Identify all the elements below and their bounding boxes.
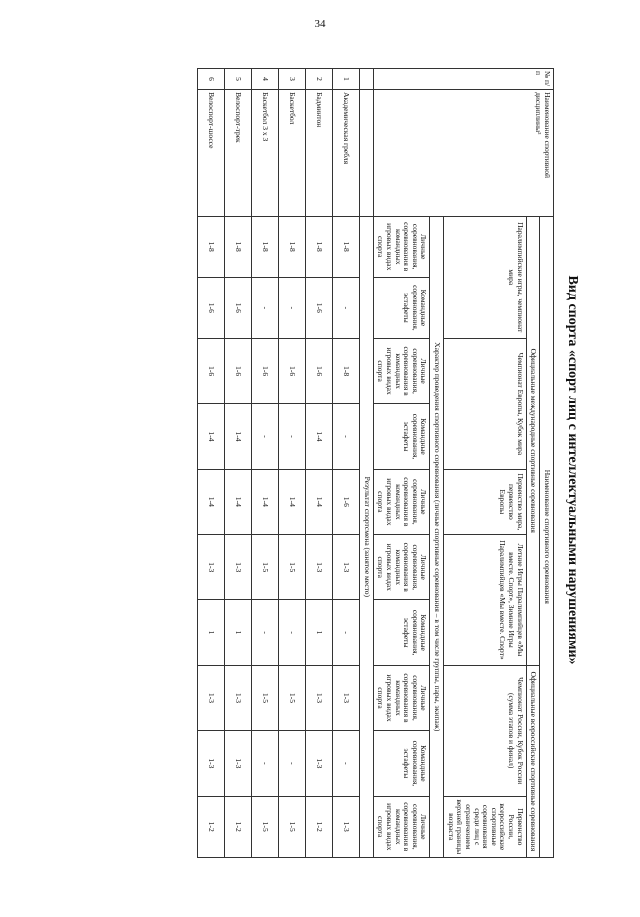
header-team: Командные соревнования, эстафеты — [373, 731, 430, 796]
result-cell: - — [252, 731, 279, 796]
table-row — [333, 69, 360, 858]
result-cell: 1-3 — [306, 535, 333, 600]
result-cell: 1-6 — [198, 338, 225, 403]
result-cell: 1-4 — [306, 404, 333, 469]
row-number: 4 — [252, 69, 279, 90]
result-cell: 1-5 — [279, 665, 306, 730]
result-cell: 1-4 — [198, 469, 225, 534]
row-number: 5 — [225, 69, 252, 90]
header-team: Командные соревнования, эстафеты — [373, 277, 430, 338]
result-cell: 1-3 — [225, 535, 252, 600]
result-cell: - — [279, 277, 306, 338]
page-number: 34 — [314, 18, 326, 30]
result-cell: 1-6 — [225, 338, 252, 403]
result-cell: 1-3 — [333, 535, 360, 600]
result-cell: 1-8 — [333, 338, 360, 403]
result-cell: - — [279, 600, 306, 665]
result-cell: 1-3 — [225, 731, 252, 796]
header-personal: Личные соревнования, соревнования в командных игровых видах спорта — [373, 469, 430, 534]
discipline-name: Велоспорт-шоссе — [198, 90, 225, 217]
result-cell: 1-8 — [333, 216, 360, 277]
row-number: 1 — [333, 69, 360, 90]
result-cell: 1-8 — [252, 216, 279, 277]
result-cell: 1-8 — [198, 216, 225, 277]
table-row — [198, 69, 225, 858]
result-cell: 1-4 — [252, 469, 279, 534]
result-cell: 1-6 — [333, 469, 360, 534]
header-competition-nature: Характер проведения спортивного соревнования (личные спортивные соревнования – в том числе группы, пары, экипаж) — [430, 216, 444, 857]
result-cell: 1 — [225, 600, 252, 665]
result-cell: 1-2 — [225, 796, 252, 857]
table-row — [252, 69, 279, 858]
result-cell: 1-2 — [198, 796, 225, 857]
header-international: Официальные международные спортивные соревнования — [526, 216, 540, 665]
header-competition: Наименование спортивного соревнования — [540, 216, 554, 857]
result-cell: - — [279, 404, 306, 469]
header-team: Командные соревнования, эстафеты — [373, 404, 430, 469]
result-cell: 1-8 — [306, 216, 333, 277]
result-cell: 1-6 — [279, 338, 306, 403]
result-cell: 1-4 — [279, 469, 306, 534]
result-cell: 1-4 — [225, 469, 252, 534]
result-cell: 1-6 — [225, 277, 252, 338]
rotated-page — [80, 60, 580, 880]
result-cell: 1-3 — [333, 796, 360, 857]
result-cell: - — [333, 731, 360, 796]
result-cell: 1-6 — [252, 338, 279, 403]
result-cell: 1-5 — [252, 535, 279, 600]
result-cell: - — [333, 277, 360, 338]
discipline-name: Академическая гребля — [333, 90, 360, 217]
row-number: 6 — [198, 69, 225, 90]
header-personal: Личные соревнования, соревнования в командных игровых видах спорта — [373, 216, 430, 277]
header-team: Командные соревнования, эстафеты — [373, 600, 430, 665]
row-number: 3 — [279, 69, 306, 90]
row-number: 2 — [306, 69, 333, 90]
header-world-youth-championship: Первенство мира, первенство Европы — [444, 469, 527, 534]
result-cell: 1 — [306, 600, 333, 665]
result-cell: 1-4 — [225, 404, 252, 469]
header-personal: Личные соревнования, соревнования в командных игровых видах спорта — [373, 338, 430, 403]
header-result: Результат спортсмена (занятое место) — [360, 216, 374, 857]
discipline-name: Баскетбол 3 х 3 — [252, 90, 279, 217]
result-cell: - — [252, 600, 279, 665]
result-cell: - — [252, 277, 279, 338]
header-european-championship: Чемпионат Европы, Кубок мира — [444, 338, 527, 469]
result-cell: 1-5 — [252, 796, 279, 857]
result-cell: - — [252, 404, 279, 469]
document-title: Вид спорта «спорт лиц с интеллектуальными нарушениями» — [565, 275, 580, 665]
header-no: № п/п — [373, 69, 553, 90]
result-cell: 1-6 — [306, 277, 333, 338]
result-cell: 1-4 — [198, 404, 225, 469]
result-cell: 1 — [198, 600, 225, 665]
result-cell: - — [333, 404, 360, 469]
result-cell: 1-3 — [306, 665, 333, 730]
result-cell: 1-8 — [279, 216, 306, 277]
header-summer-games: Летние Игры Паралимпийцев «Мы вместе. Спорт», Зимние Игры Паралимпийцев «Мы вместе. Спорт» — [444, 535, 527, 666]
result-cell: 1-6 — [198, 277, 225, 338]
result-cell: 1-5 — [279, 535, 306, 600]
result-cell: 1-5 — [252, 665, 279, 730]
discipline-name: Велоспорт-трек — [225, 90, 252, 217]
header-paralympic-games: Паралимпийские игры, чемпионат мира — [444, 216, 527, 338]
table-row — [306, 69, 333, 858]
discipline-name: Бадминтон — [306, 90, 333, 217]
header-russian-youth-championship: Первенство России, всероссийские спортивные соревнования среди лиц с ограничением верхней границы возраста — [444, 796, 527, 857]
header-personal: Личные соревнования, соревнования в командных игровых видах спорта — [373, 535, 430, 600]
result-cell: 1-3 — [198, 665, 225, 730]
table-row — [279, 69, 306, 858]
result-cell: - — [333, 600, 360, 665]
result-cell: 1-3 — [225, 665, 252, 730]
table-row — [225, 69, 252, 858]
result-cell: 1-2 — [306, 796, 333, 857]
header-russian: Официальные всероссийские спортивные соревнования — [526, 665, 540, 857]
result-cell: 1-3 — [306, 731, 333, 796]
discipline-name: Баскетбол — [279, 90, 306, 217]
sport-classification-table — [197, 68, 554, 858]
header-personal: Личные соревнования, соревнования в командных игровых видах спорта — [373, 796, 430, 857]
header-russian-championship: Чемпионат России, Кубок России (сумма этапов и финал) — [444, 665, 527, 796]
result-cell: 1-4 — [306, 469, 333, 534]
result-cell: 1-3 — [333, 665, 360, 730]
result-cell: - — [279, 731, 306, 796]
result-cell: 1-3 — [198, 731, 225, 796]
header-discipline: Наименование спортивной дисциплины³ — [373, 90, 553, 217]
result-cell: 1-6 — [306, 338, 333, 403]
header-personal: Личные соревнования, соревнования в командных игровых видах спорта — [373, 665, 430, 730]
result-cell: 1-5 — [279, 796, 306, 857]
result-cell: 1-3 — [198, 535, 225, 600]
result-cell: 1-8 — [225, 216, 252, 277]
